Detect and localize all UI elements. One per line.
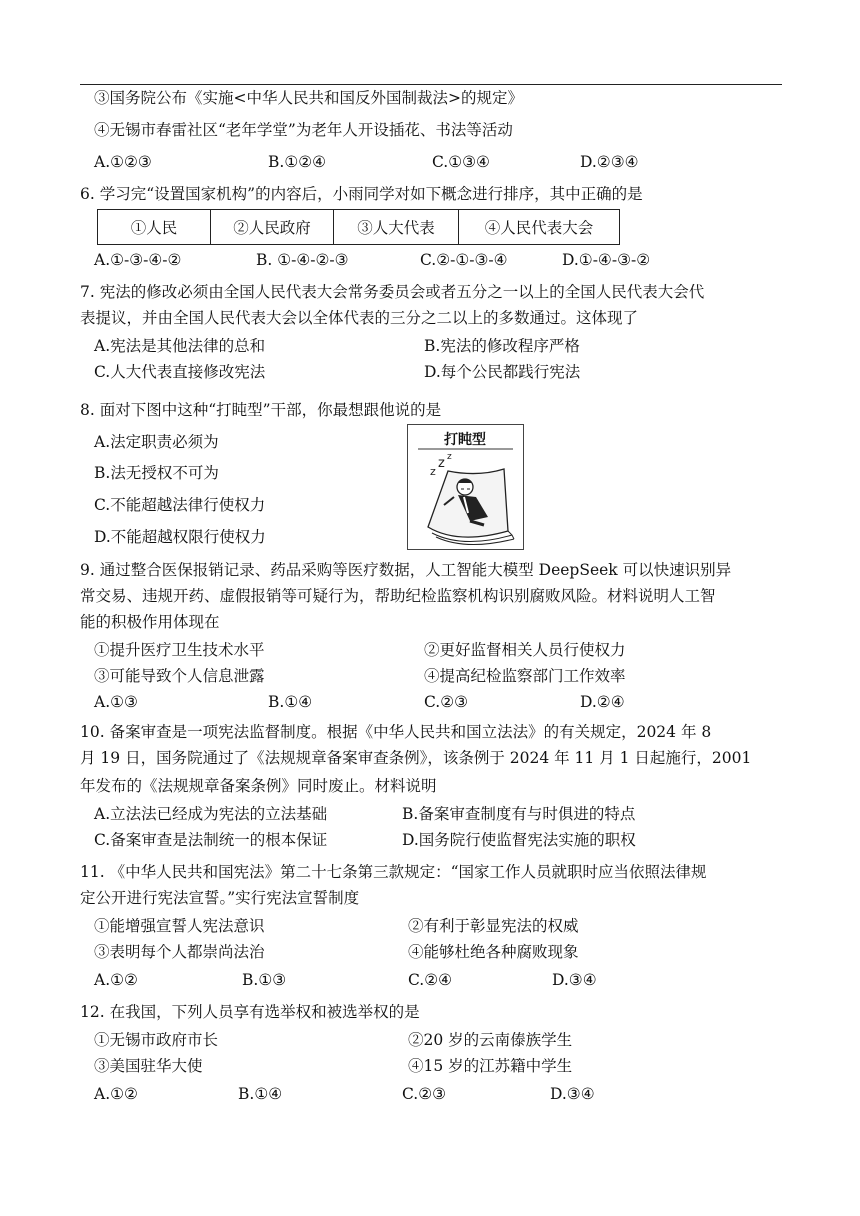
q7-stem-line-1: 7. 宪法的修改必须由全国人民代表大会常务委员会或者五分之一以上的全国人民代表大会代 xyxy=(80,283,705,301)
q12-statement-1: ①无锡市政府市长 xyxy=(94,1031,219,1049)
q10-stem-line-2: 月 19 日，国务院通过了《法规规章备案审查条例》，该条例于 2024 年 11 月 1 日起施行，2001 xyxy=(80,749,752,767)
q12-option-c[interactable]: C.②③ xyxy=(402,1085,447,1103)
q9-option-c[interactable]: C.②③ xyxy=(424,693,469,711)
q9-option-a[interactable]: A.①③ xyxy=(94,693,138,711)
q11-option-b[interactable]: B.①③ xyxy=(242,971,287,989)
q6-cell-4: ④人民代表大会 xyxy=(459,210,620,245)
q5-option-a[interactable]: A.①②③ xyxy=(94,153,152,171)
q7-option-d[interactable]: D.每个公民都践行宪法 xyxy=(424,363,581,381)
dozing-official-cartoon xyxy=(407,424,524,550)
cartoon-title: 打盹型 xyxy=(444,432,486,448)
q6-cell-3: ③人大代表 xyxy=(334,210,459,245)
q9-statement-2: ②更好监督相关人员行使权力 xyxy=(424,641,626,659)
q8-option-a[interactable]: A.法定职责必须为 xyxy=(94,433,219,451)
q11-option-c[interactable]: C.②④ xyxy=(408,971,453,989)
q11-statement-2: ②有利于彰显宪法的权威 xyxy=(408,917,579,935)
q8-option-b[interactable]: B.法无授权不可为 xyxy=(94,464,219,482)
q9-statement-1: ①提升医疗卫生技术水平 xyxy=(94,641,265,659)
q11-statement-4: ④能够杜绝各种腐败现象 xyxy=(408,943,579,961)
q11-option-d[interactable]: D.③④ xyxy=(552,971,597,989)
q5-statement-3: ③国务院公布《实施<中华人民共和国反外国制裁法>的规定》 xyxy=(94,89,523,107)
q11-statement-3: ③表明每个人都崇尚法治 xyxy=(94,943,265,961)
q11-option-a[interactable]: A.①② xyxy=(94,971,138,989)
q7-option-b[interactable]: B.宪法的修改程序严格 xyxy=(424,337,580,355)
q12-statement-2: ②20 岁的云南傣族学生 xyxy=(408,1031,573,1049)
q11-statement-1: ①能增强宣誓人宪法意识 xyxy=(94,917,265,935)
q12-statement-3: ③美国驻华大使 xyxy=(94,1057,203,1075)
q8-option-d[interactable]: D.不能超越权限行使权力 xyxy=(94,528,266,546)
cartoon-drawing xyxy=(408,425,523,549)
q10-option-c[interactable]: C.备案审查是法制统一的根本保证 xyxy=(94,831,328,849)
q10-option-b[interactable]: B.备案审查制度有与时俱进的特点 xyxy=(402,805,636,823)
q9-statement-3: ③可能导致个人信息泄露 xyxy=(94,667,265,685)
q5-option-b[interactable]: B.①②④ xyxy=(268,153,327,171)
q6-option-d[interactable]: D.①-④-③-② xyxy=(562,251,651,269)
q9-statement-4: ④提高纪检监察部门工作效率 xyxy=(424,667,626,685)
q12-stem: 12. 在我国，下列人员享有选举权和被选举权的是 xyxy=(80,1003,420,1021)
q6-concept-table xyxy=(97,209,620,245)
q9-option-b[interactable]: B.①④ xyxy=(268,693,313,711)
q12-statement-4: ④15 岁的江苏籍中学生 xyxy=(408,1057,573,1075)
svg-text:z: z xyxy=(430,465,436,478)
header-rule xyxy=(80,84,782,85)
q8-option-c[interactable]: C.不能超越法律行使权力 xyxy=(94,496,266,514)
q6-option-b[interactable]: B. ①-④-②-③ xyxy=(256,251,349,269)
q10-option-d[interactable]: D.国务院行使监督宪法实施的职权 xyxy=(402,831,636,849)
q6-option-c[interactable]: C.②-①-③-④ xyxy=(420,251,508,269)
q12-option-d[interactable]: D.③④ xyxy=(550,1085,595,1103)
q11-stem-line-1: 11. 《中华人民共和国宪法》第二十七条第三款规定：“国家工作人员就职时应当依照法律规 xyxy=(80,863,707,881)
svg-text:z: z xyxy=(447,452,452,462)
q12-option-a[interactable]: A.①② xyxy=(94,1085,138,1103)
q9-stem-line-2: 常交易、违规开药、虚假报销等可疑行为，帮助纪检监察机构识别腐败风险。材料说明人工智 xyxy=(80,587,716,605)
q9-option-d[interactable]: D.②④ xyxy=(580,693,625,711)
q12-option-b[interactable]: B.①④ xyxy=(238,1085,283,1103)
q5-option-c[interactable]: C.①③④ xyxy=(432,153,490,171)
q10-option-a[interactable]: A.立法法已经成为宪法的立法基础 xyxy=(94,805,328,823)
q6-cell-1: ①人民 xyxy=(98,210,211,245)
q5-option-d[interactable]: D.②③④ xyxy=(580,153,639,171)
q6-cell-2: ②人民政府 xyxy=(211,210,334,245)
q9-stem-line-3: 能的积极作用体现在 xyxy=(80,613,220,631)
q7-option-c[interactable]: C.人大代表直接修改宪法 xyxy=(94,363,266,381)
q5-statement-4: ④无锡市春雷社区“老年学堂”为老年人开设插花、书法等活动 xyxy=(94,121,513,139)
q7-option-a[interactable]: A.宪法是其他法律的总和 xyxy=(94,337,266,355)
svg-text:z: z xyxy=(438,456,445,471)
q11-stem-line-2: 定公开进行宪法宣誓。”实行宪法宣誓制度 xyxy=(80,889,360,907)
q10-stem-line-1: 10. 备案审查是一项宪法监督制度。根据《中华人民共和国立法法》的有关规定，2024 年 8 xyxy=(80,723,712,741)
q6-option-a[interactable]: A.①-③-④-② xyxy=(94,251,182,269)
q10-stem-line-3: 年发布的《法规规章备案条例》同时废止。材料说明 xyxy=(80,777,437,795)
q9-stem-line-1: 9. 通过整合医保报销记录、药品采购等医疗数据，人工智能大模型 DeepSeek 可以快速识别异 xyxy=(80,561,732,579)
q6-stem: 6. 学习完“设置国家机构”的内容后，小雨同学对如下概念进行排序，其中正确的是 xyxy=(80,185,643,203)
q7-stem-line-2: 表提议，并由全国人民代表大会以全体代表的三分之二以上的多数通过。这体现了 xyxy=(80,309,639,327)
q8-stem: 8. 面对下图中这种“打盹型”干部，你最想跟他说的是 xyxy=(80,401,442,419)
